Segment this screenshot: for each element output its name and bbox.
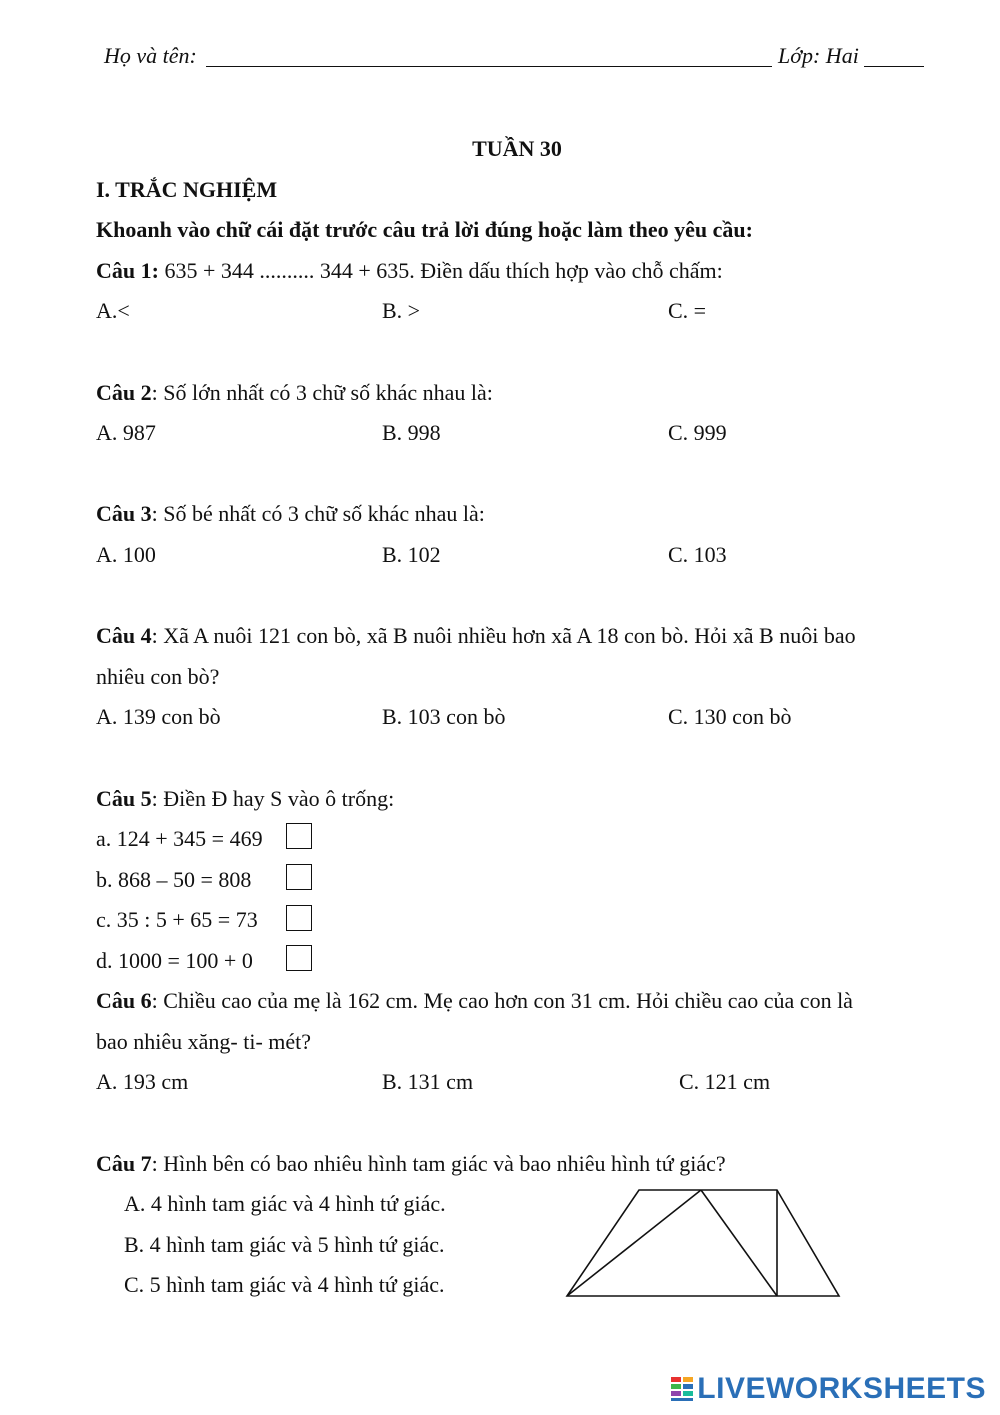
name-blank[interactable] <box>206 66 772 67</box>
question-3-text: : Số bé nhất có 3 chữ số khác nhau là: <box>151 501 485 526</box>
diagonal-left <box>567 1190 701 1296</box>
liveworksheets-icon <box>671 1377 693 1401</box>
question-7 <box>96 1150 726 1178</box>
q7-option-b[interactable]: B. 4 hình tam giác và 5 hình tứ giác. <box>124 1232 445 1257</box>
q5-item-b: b. 868 – 50 = 808 <box>96 867 252 892</box>
q2-option-c[interactable]: C. 999 <box>668 420 727 445</box>
question-6 <box>96 987 853 1015</box>
q3-option-c[interactable]: C. 103 <box>668 542 727 567</box>
question-7-label: Câu 7 <box>96 1151 152 1176</box>
question-1 <box>96 257 723 285</box>
diagonal-right <box>701 1190 777 1296</box>
q2-option-b[interactable]: B. 998 <box>382 420 441 445</box>
question-6-label: Câu 6 <box>96 988 152 1013</box>
question-5-text: : Điền Đ hay S vào ô trống: <box>151 786 395 811</box>
q5-answer-box-c[interactable] <box>286 905 312 931</box>
question-1-label: Câu 1: <box>96 258 159 283</box>
class-label: Lớp: Hai <box>778 43 859 68</box>
q1-option-a[interactable]: A.< <box>96 298 130 323</box>
q1-option-b[interactable]: B. > <box>382 298 421 323</box>
liveworksheets-logo <box>671 1372 986 1406</box>
q6-option-a[interactable]: A. 193 cm <box>96 1069 189 1094</box>
trapezoid-outline <box>567 1190 839 1296</box>
q5-item-d: d. 1000 = 100 + 0 <box>96 948 253 973</box>
q7-option-c[interactable]: C. 5 hình tam giác và 4 hình tứ giác. <box>124 1272 445 1297</box>
question-2-label: Câu 2 <box>96 380 152 405</box>
trapezoid-figure <box>560 1184 844 1300</box>
question-3-label: Câu 3 <box>96 501 152 526</box>
page-title: TUẦN 30 <box>472 136 562 161</box>
question-6-text-cont: bao nhiêu xăng- ti- mét? <box>96 1029 312 1054</box>
q1-option-c[interactable]: C. = <box>668 298 707 323</box>
question-4-text: : Xã A nuôi 121 con bò, xã B nuôi nhiều hơn xã A 18 con bò. Hỏi xã B nuôi bao <box>151 623 856 648</box>
q2-option-a[interactable]: A. 987 <box>96 420 156 445</box>
q5-item-c: c. 35 : 5 + 65 = 73 <box>96 907 258 932</box>
question-4-text-cont: nhiêu con bò? <box>96 664 220 689</box>
q5-answer-box-a[interactable] <box>286 823 312 849</box>
q5-item-a: a. 124 + 345 = 469 <box>96 826 263 851</box>
question-2-text: : Số lớn nhất có 3 chữ số khác nhau là: <box>151 380 493 405</box>
q6-option-b[interactable]: B. 131 cm <box>382 1069 474 1094</box>
class-blank[interactable] <box>864 66 924 67</box>
section-heading: I. TRẮC NGHIỆM <box>96 177 278 202</box>
question-3 <box>96 500 485 528</box>
q3-option-b[interactable]: B. 102 <box>382 542 441 567</box>
question-1-text: 635 + 344 .......... 344 + 635. Điền dấu thích hợp vào chỗ chấm: <box>158 258 723 283</box>
q5-answer-box-b[interactable] <box>286 864 312 890</box>
question-4-label: Câu 4 <box>96 623 152 648</box>
instruction: Khoanh vào chữ cái đặt trước câu trả lời đúng hoặc làm theo yêu cầu: <box>96 217 753 242</box>
q7-option-a[interactable]: A. 4 hình tam giác và 4 hình tứ giác. <box>124 1191 446 1216</box>
question-2 <box>96 379 493 407</box>
name-label: Họ và tên: <box>104 43 197 68</box>
q3-option-a[interactable]: A. 100 <box>96 542 156 567</box>
question-5-label: Câu 5 <box>96 786 152 811</box>
q5-answer-box-d[interactable] <box>286 945 312 971</box>
q4-option-c[interactable]: C. 130 con bò <box>668 704 792 729</box>
question-5 <box>96 785 394 813</box>
question-7-text: : Hình bên có bao nhiêu hình tam giác và bao nhiêu hình tứ giác? <box>151 1151 726 1176</box>
q4-option-a[interactable]: A. 139 con bò <box>96 704 221 729</box>
q6-option-c[interactable]: C. 121 cm <box>679 1069 771 1094</box>
question-6-text: : Chiều cao của mẹ là 162 cm. Mẹ cao hơn con 31 cm. Hỏi chiều cao của con là <box>151 988 853 1013</box>
question-4 <box>96 622 856 650</box>
liveworksheets-text: LIVEWORKSHEETS <box>697 1372 986 1405</box>
q4-option-b[interactable]: B. 103 con bò <box>382 704 506 729</box>
